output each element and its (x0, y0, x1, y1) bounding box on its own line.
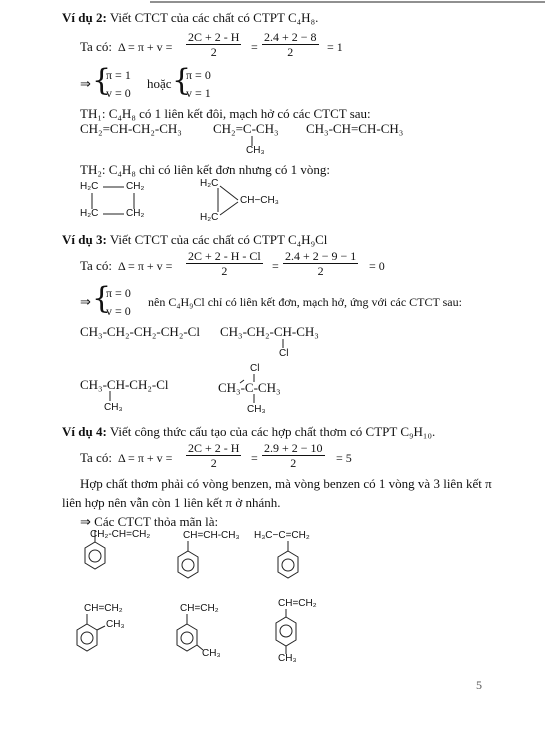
ex4-res: = 5 (336, 451, 352, 465)
example-4-title: Viết công thức cấu tạo của các hợp chất thơm có CTPT C₉H₁₀. (109, 424, 436, 439)
ex2-formula-1: CH₂=CH-CH₂-CH₃ (80, 121, 182, 136)
benzene-ring-3 (278, 541, 298, 578)
ex2-sysA2: v = 0 (106, 86, 131, 100)
benzene-5-substituent-a: CH=CH₂ (180, 603, 219, 614)
ex4-delta: Δ = π + v = (118, 451, 173, 465)
ex3-den1: 2 (221, 264, 228, 278)
ex4-conclude: ⇒ Các CTCT thỏa mãn là: (80, 514, 219, 529)
example-2-title: Viết CTCT của các chất có CTPT C₄H₈. (109, 10, 319, 25)
ex2-eq: = (251, 40, 258, 54)
benzene-2-substituent: CH=CH-CH₃ (183, 530, 240, 541)
benzene-4-substituent-b: CH₃ (106, 619, 125, 630)
ex2-taco: Ta có: (80, 39, 112, 54)
example-4-heading: Ví dụ 4: (62, 424, 107, 439)
ex4-den1: 2 (210, 456, 217, 470)
ex3-num1: 2C + 2 - H - Cl (188, 249, 261, 263)
ex3-eq: = (272, 259, 279, 273)
ex4-para2: liên hợp nên vẫn còn 1 liên kết π ở nhánh. (62, 495, 281, 510)
ex3-formula-4-top: Cl (250, 363, 260, 374)
ex2-formula-3: CH₃-CH=CH-CH₃ (306, 121, 404, 136)
benzene-ring-4 (77, 614, 105, 651)
benzene-5-substituent-b: CH₃ (202, 648, 221, 659)
ex3-fraction-2 (283, 249, 358, 278)
benzene-ring-5 (177, 614, 203, 651)
ex3-sys1: π = 0 (106, 286, 131, 300)
ex2-num2: 2.4 + 2 − 8 (264, 30, 317, 44)
benzene-1-substituent: CH₂-CH=CH₂ (90, 529, 151, 540)
benzene-3-substituent: H₃C−C=CH₂ (254, 530, 310, 541)
ex2-sysA1: π = 1 (106, 68, 131, 82)
ex2-den1: 2 (210, 45, 217, 59)
ex2-sysB2: v = 1 (186, 86, 211, 100)
ex2-res: = 1 (327, 40, 343, 54)
ex4-num1: 2C + 2 - H (188, 441, 240, 455)
page-number: 5 (476, 678, 482, 692)
ex2-num1: 2C + 2 - H (188, 30, 240, 44)
ex3-num2: 2.4 + 2 − 9 − 1 (285, 249, 357, 263)
ex3-formula-3: CH₃-CH-CH₂-Cl (80, 377, 169, 392)
ex2-arrow: ⇒ (80, 76, 91, 91)
ex3-delta: Δ = π + v = (118, 259, 173, 273)
ex3-sys2: v = 0 (106, 304, 131, 318)
ex4-den2: 2 (290, 456, 297, 470)
benzene-6-substituent-b: CH₃ (278, 653, 297, 664)
example-3-line (62, 232, 327, 248)
benzene-ring-2 (178, 541, 198, 578)
ex2-formula-2: CH₂=C-CH₃ (213, 121, 279, 136)
brace-icon: { (172, 63, 192, 98)
ex2-or: hoặc (147, 76, 172, 91)
ex3-formula-3-branch: CH₃ (104, 402, 123, 413)
ex3-den2: 2 (317, 264, 324, 278)
ex3-fraction-1 (186, 249, 263, 278)
ex3-formula-4: CH₃-C-CH₃ (218, 380, 281, 395)
ex4-taco: Ta có: (80, 450, 112, 465)
example-3-heading: Ví dụ 3: (62, 232, 107, 247)
ex2-sysB1: π = 0 (186, 68, 211, 82)
ex4-fraction-2 (262, 441, 325, 470)
ex2-th1: TH₁: C₄H₈ có 1 liên kết đôi, mạch hở có các CTCT sau: (80, 106, 371, 121)
ex2-formula-2-branch: CH₃ (246, 145, 265, 156)
ex3-formula-2-branch: Cl (279, 348, 289, 359)
example-2-line (62, 10, 318, 26)
ex3-formula-2: CH₃-CH₂-CH-CH₃ (220, 324, 319, 339)
cyclobutane-tl: H₂C (80, 181, 99, 192)
ex3-formula-1: CH₃-CH₂-CH₂-CH₂-Cl (80, 324, 200, 339)
ex2-delta: Δ = π + v = (118, 40, 173, 54)
ex2-den2: 2 (287, 45, 294, 59)
ex2-th2: TH₂: C₄H₈ chỉ có liên kết đơn nhưng có 1 vòng: (80, 162, 330, 177)
cyclopropane-bottom: H₂C (200, 212, 219, 223)
ex4-num2: 2.9 + 2 − 10 (264, 441, 323, 455)
cyclopropane-top: H₂C (200, 178, 219, 189)
ex3-res: = 0 (369, 259, 385, 273)
ex4-fraction-1 (186, 441, 241, 470)
cyclobutane-bl: H₂C (80, 208, 99, 219)
example-3-title: Viết CTCT của các chất có CTPT C₄H₉Cl (109, 232, 328, 247)
ex3-arrow: ⇒ (80, 294, 91, 309)
example-2-heading: Ví dụ 2: (62, 10, 107, 25)
brace-icon: { (92, 281, 112, 316)
benzene-6-substituent-a: CH=CH₂ (278, 598, 317, 609)
ex3-taco: Ta có: (80, 258, 112, 273)
example-4-line (62, 424, 435, 440)
benzene-4-substituent-a: CH=CH₂ (84, 603, 123, 614)
ex2-fraction-1 (186, 30, 241, 59)
benzene-ring-6 (276, 609, 296, 654)
cyclobutane-br: CH₂ (126, 208, 145, 219)
ex4-eq: = (251, 451, 258, 465)
brace-icon: { (92, 63, 112, 98)
cyclobutane-tr: CH₂ (126, 181, 145, 192)
ex4-para1: Hợp chất thơm phải có vòng benzen, mà vòng benzen có 1 vòng và 3 liên kết π (80, 476, 492, 491)
cyclopropane-right: CH−CH₃ (240, 195, 279, 206)
ex3-text: nên C₄H₉Cl chỉ có liên kết đơn, mạch hở, ứng với các CTCT sau: (148, 295, 462, 309)
ex3-formula-4-branch: CH₃ (247, 404, 266, 415)
ex2-fraction-2 (262, 30, 319, 59)
